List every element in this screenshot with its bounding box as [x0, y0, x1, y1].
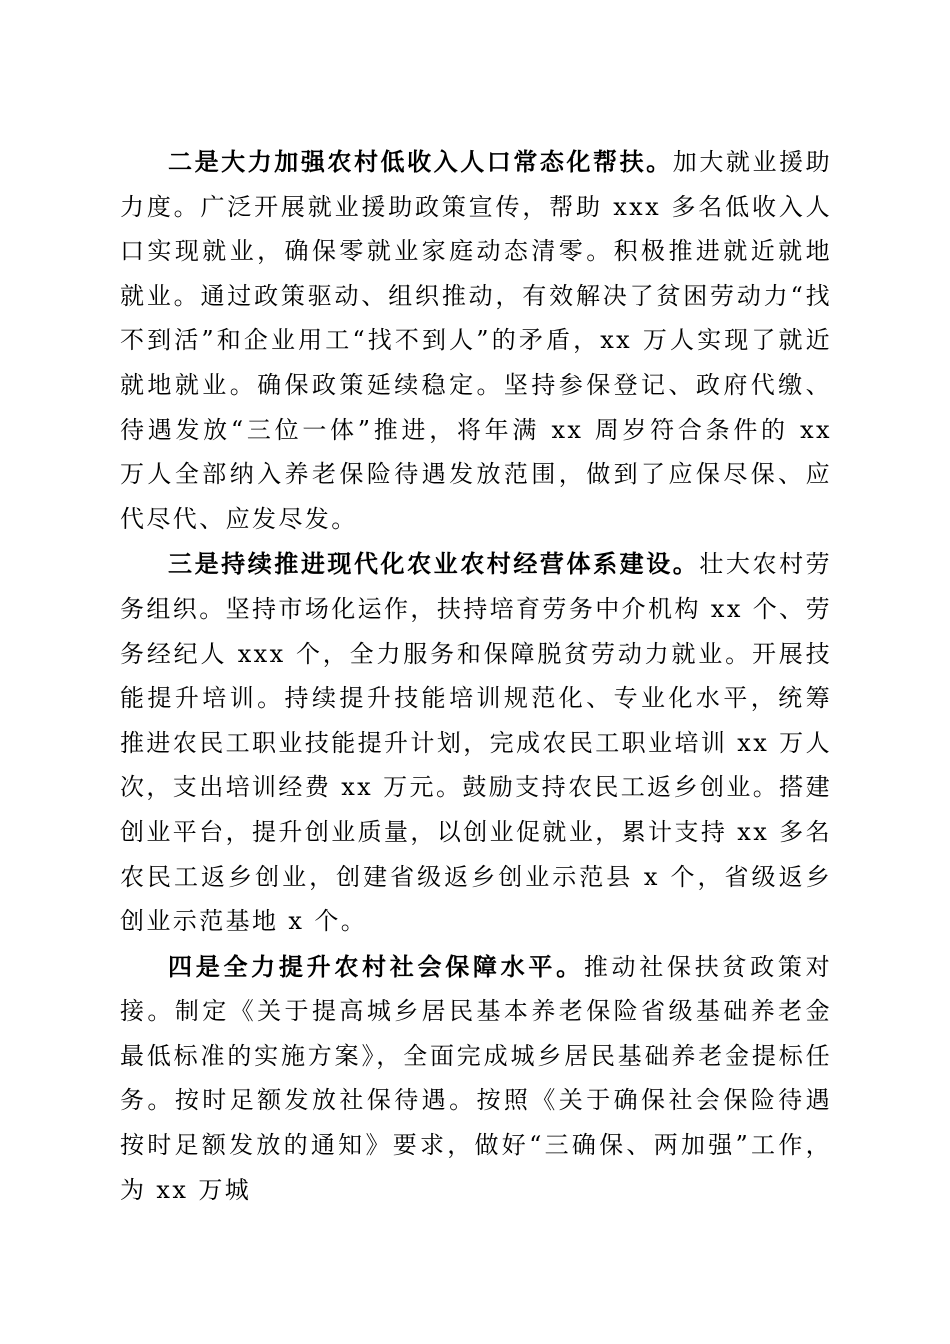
paragraph-rural-low-income-assistance	[120, 140, 832, 541]
document-page	[120, 140, 832, 1212]
paragraph-lead: 三是持续推进现代化农业农村经营体系建设。	[168, 549, 700, 579]
paragraph-body: 壮大农村劳务组织。坚持市场化运作，扶持培育劳务中介机构 xx 个、劳务经纪人 xxx 个，全力服务和保障脱贫劳动力就业。开展技能提升培训。持续提升技能培训规范化、专业化水平，统筹推进农民工职业技能提升计划，完成农民工职业培训 xx 万人次，支出培训经费 xx 万元。鼓励支持农民工返乡创业。搭建创业平台，提升创业质量，以创业促就业，累计支持 xx 多名农民工返乡创业，创建省级返乡创业示范县 x 个，省级返乡创业示范基地 x 个。	[120, 550, 833, 936]
paragraph-body: 加大就业援助力度。广泛开展就业援助政策宣传，帮助 xxx 多名低收入人口实现就业，确保零就业家庭动态清零。积极推进就近就地就业。通过政策驱动、组织推动，有效解决了贫困劳动力“找不到活”和企业用工“找不到人”的矛盾，xx 万人实现了就近就地就业。确保政策延续稳定。坚持参保登记、政府代缴、待遇发放“三位一体”推进，将年满 xx 周岁符合条件的 xx 万人全部纳入养老保险待遇发放范围，做到了应保尽保、应代尽代、应发尽发。	[120, 148, 832, 533]
paragraph-lead: 二是大力加强农村低收入人口常态化帮扶。	[168, 147, 673, 176]
paragraph-body: 推动社保扶贫政策对接。制定《关于提高城乡居民基本养老保险省级基础养老金最低标准的实施方案》，全面完成城乡居民基础养老金提标任务。按时足额发放社保待遇。按照《关于确保社会保险待遇按时足额发放的通知》要求，做好“三确保、两加强”工作，为 xx 万城	[120, 952, 832, 1204]
paragraph-lead: 四是全力提升农村社会保障水平。	[168, 951, 584, 981]
paragraph-agricultural-system	[120, 542, 832, 943]
paragraph-social-security	[120, 945, 832, 1213]
